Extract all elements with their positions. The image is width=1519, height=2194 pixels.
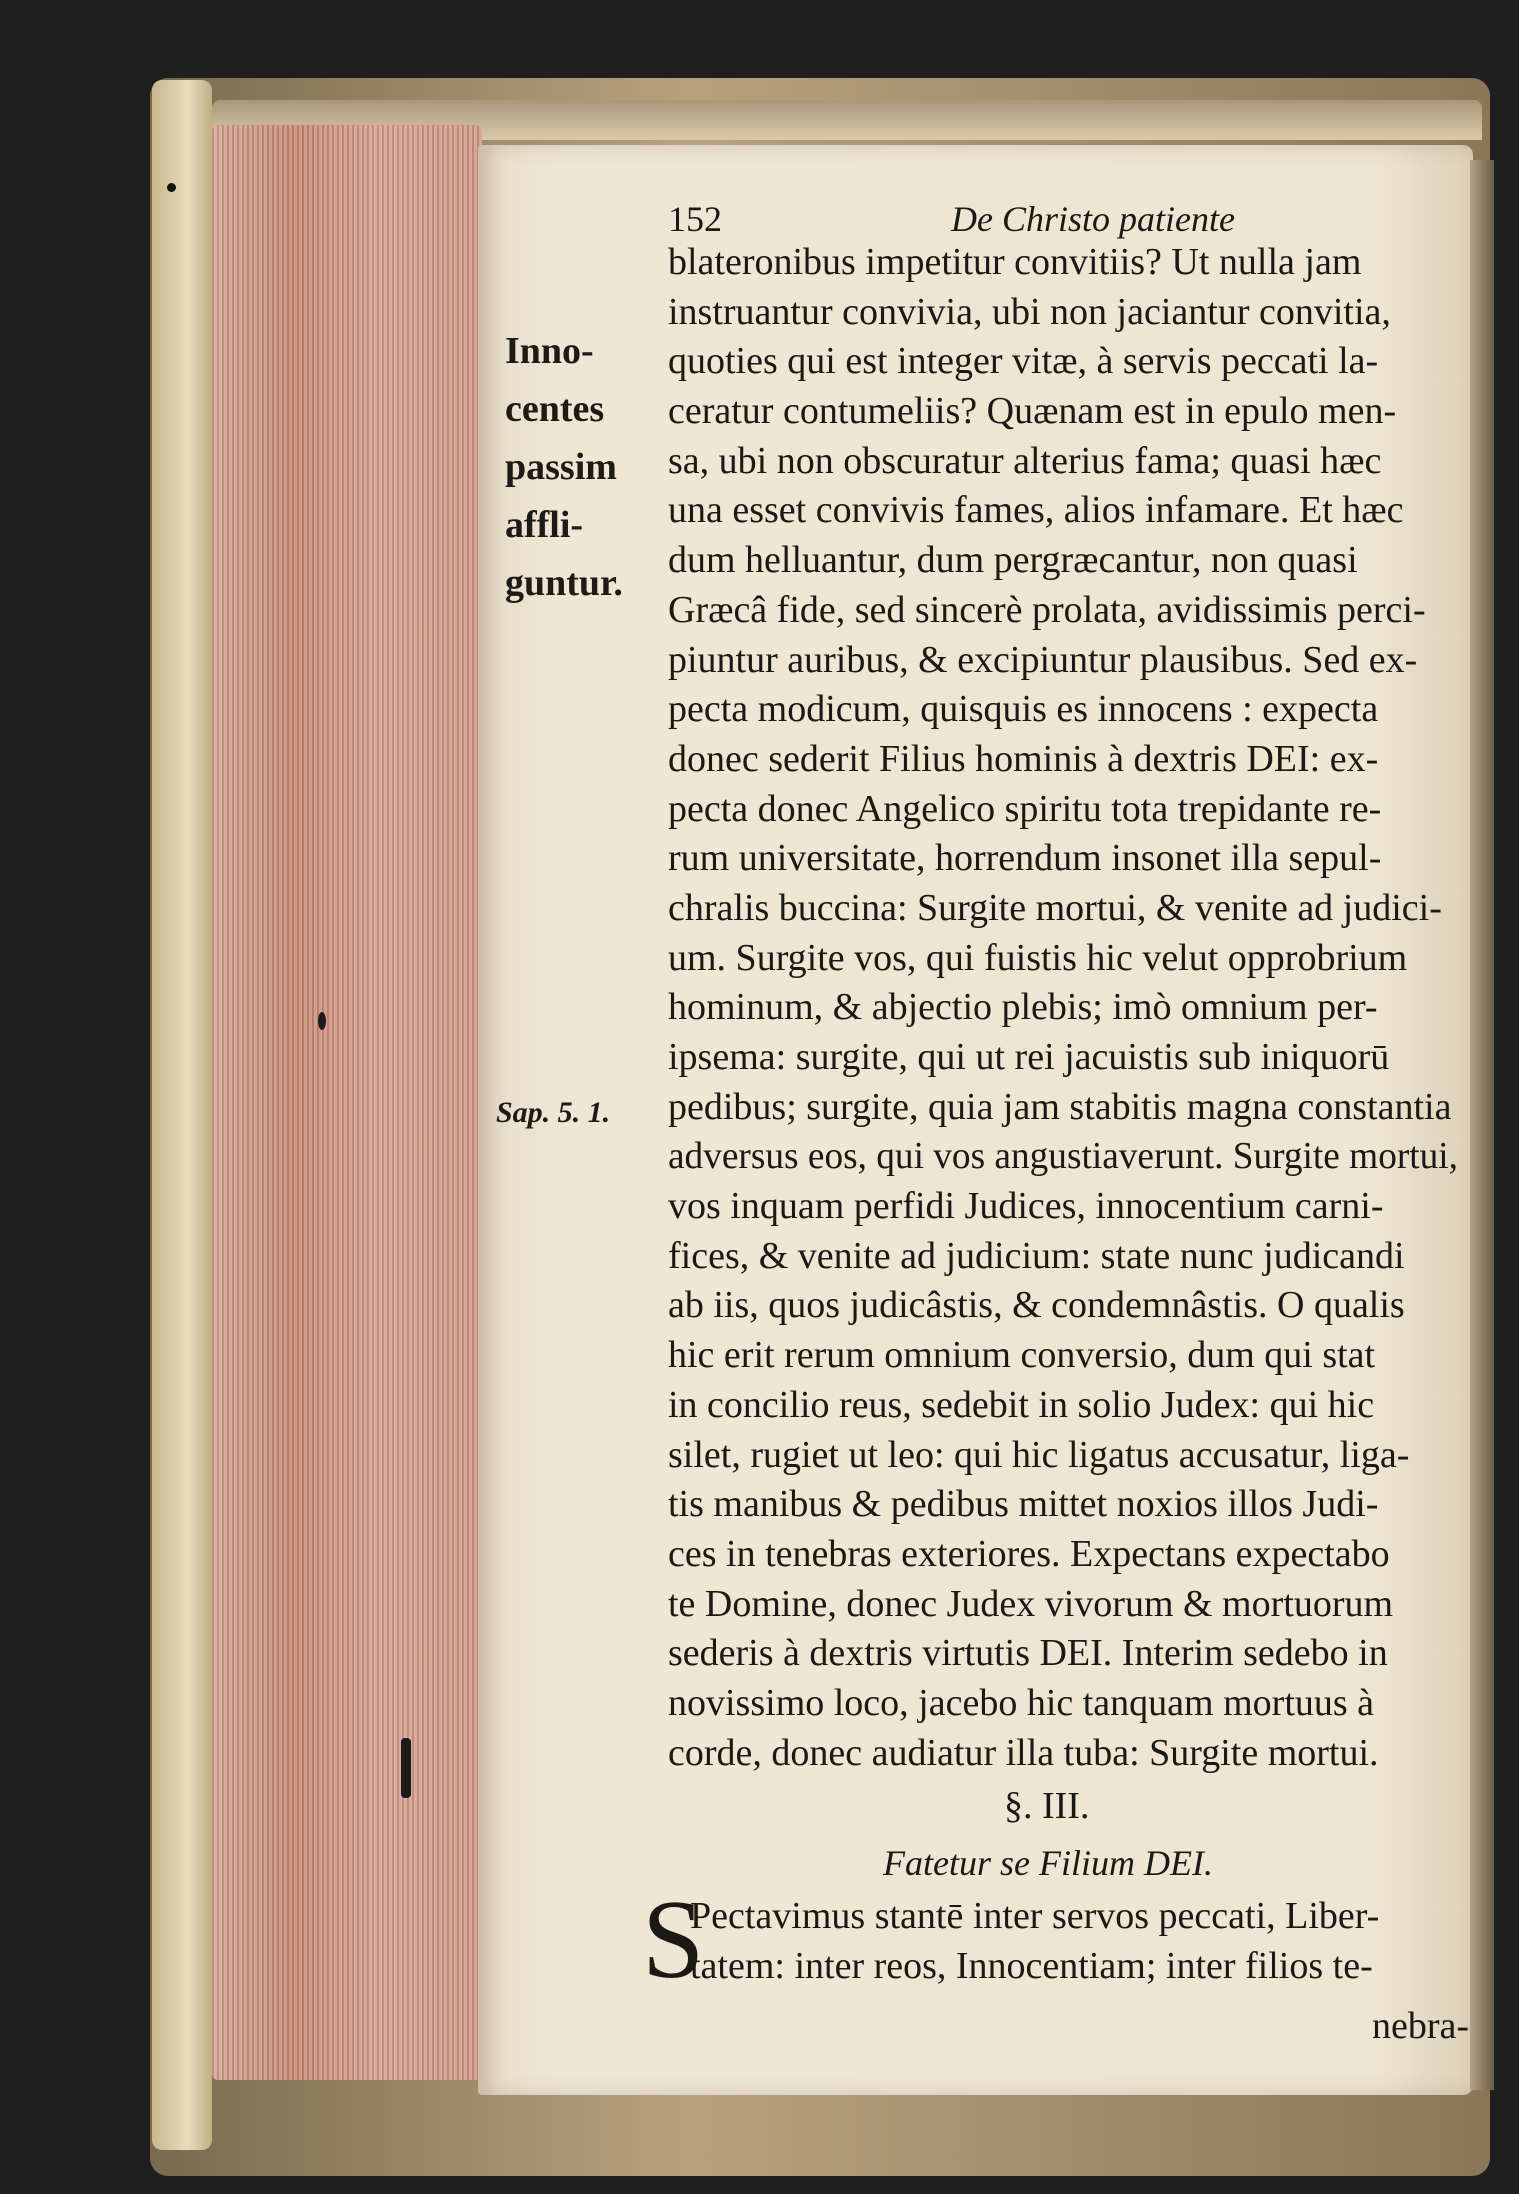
text-line: sa, ubi non obscuratur alterius fama; quasi hæc	[668, 439, 1382, 482]
page-number: 152	[668, 199, 722, 239]
text-line: una esset convivis fames, alios infamare. Et hæc	[668, 489, 1404, 532]
text-line: chralis buccina: Surgite mortui, & venite ad judici-	[668, 886, 1442, 929]
text-line: hic erit rerum omnium conversio, dum qui stat	[668, 1334, 1376, 1377]
text-line: corde, donec audiatur illa tuba: Surgite mortui.	[668, 1731, 1379, 1774]
text-line: ces in tenebras exteriores. Expectans expectabo	[668, 1532, 1390, 1575]
text-line: Pectavimus stantē inter servos peccati, Liber-	[690, 1895, 1380, 1937]
text-line: silet, rugiet ut leo: qui hic ligatus accusatur, liga-	[668, 1433, 1410, 1476]
text-line: quoties qui est integer vitæ, à servis peccati la-	[668, 340, 1379, 383]
text-line: fices, & venite ad judicium: state nunc judicandi	[668, 1234, 1405, 1277]
margin-note	[505, 322, 675, 612]
text-line: te Domine, donec Judex vivorum & mortuorum	[668, 1582, 1394, 1625]
text-line: sederis à dextris virtutis DEI. Interim sedebo in	[668, 1632, 1388, 1675]
margin-note-line: Inno-	[505, 330, 594, 372]
text-line: pecta modicum, quisquis es innocens : expecta	[668, 688, 1379, 731]
text-line: blateronibus impetitur convitiis? Ut nulla jam	[668, 241, 1362, 283]
margin-note-line: centes	[505, 388, 605, 430]
page-edges-fore-edge	[212, 125, 482, 2080]
book-spine	[152, 80, 212, 2150]
margin-note-line: passim	[505, 446, 617, 488]
section-body-text	[690, 1892, 1460, 1991]
text-line: ab iis, quos judicâstis, & condemnâstis. O qualis	[668, 1284, 1405, 1327]
text-line: Græcâ fide, sed sincerè prolata, avidissimis perci-	[668, 588, 1426, 631]
body-text	[668, 238, 1458, 1778]
binding-hole	[167, 183, 176, 192]
ink-mark	[318, 1012, 326, 1030]
text-line: hominum, & abjectio plebis; imò omnium per-	[668, 986, 1378, 1029]
catchword: nebra-	[1372, 2005, 1470, 2047]
running-title: De Christo patiente	[951, 199, 1235, 239]
margin-note-line: guntur.	[505, 562, 623, 604]
margin-note-line: affli-	[505, 504, 584, 546]
text-line: in concilio reus, sedebit in solio Judex: qui hic	[668, 1383, 1375, 1426]
text-line: piuntur auribus, & excipiuntur plausibus. Sed ex-	[668, 638, 1418, 681]
text-line: adversus eos, qui vos angustiaverunt. Surgite mortui,	[668, 1135, 1458, 1178]
section-number: §. III.	[1004, 1785, 1090, 1827]
text-line: ipsema: surgite, qui ut rei jacuistis sub iniquorū	[668, 1036, 1390, 1078]
text-line: donec sederit Filius hominis à dextris DEI: ex-	[668, 737, 1379, 780]
text-line: novissimo loco, jacebo hic tanquam mortuus à	[668, 1681, 1375, 1724]
text-line: rum universitate, horrendum insonet illa sepul-	[668, 837, 1382, 880]
ink-mark	[401, 1738, 411, 1798]
text-line: instruantur convivia, ubi non jaciantur convitia,	[668, 290, 1391, 333]
text-line: ceratur contumeliis? Quænam est in epulo men-	[668, 390, 1397, 433]
text-line: pedibus; surgite, quia jam stabitis magna constantia	[668, 1085, 1452, 1128]
text-line: tatem: inter reos, Innocentiam; inter filios te-	[690, 1944, 1373, 1987]
page-gutter-shadow	[1470, 160, 1494, 2090]
text-line: vos inquam perfidi Judices, innocentium carni-	[668, 1185, 1384, 1228]
text-line: dum helluantur, dum pergræcantur, non quasi	[668, 539, 1358, 582]
text-line: um. Surgite vos, qui fuistis hic velut opprobrium	[668, 936, 1408, 979]
margin-reference: Sap. 5. 1.	[496, 1096, 611, 1129]
section-title: Fatetur se Filium DEI.	[883, 1843, 1213, 1883]
drop-cap: S	[642, 1878, 705, 2002]
text-line: tis manibus & pedibus mittet noxios illos Judi-	[668, 1483, 1379, 1526]
text-line: pecta donec Angelico spiritu tota trepidante re-	[668, 787, 1382, 830]
